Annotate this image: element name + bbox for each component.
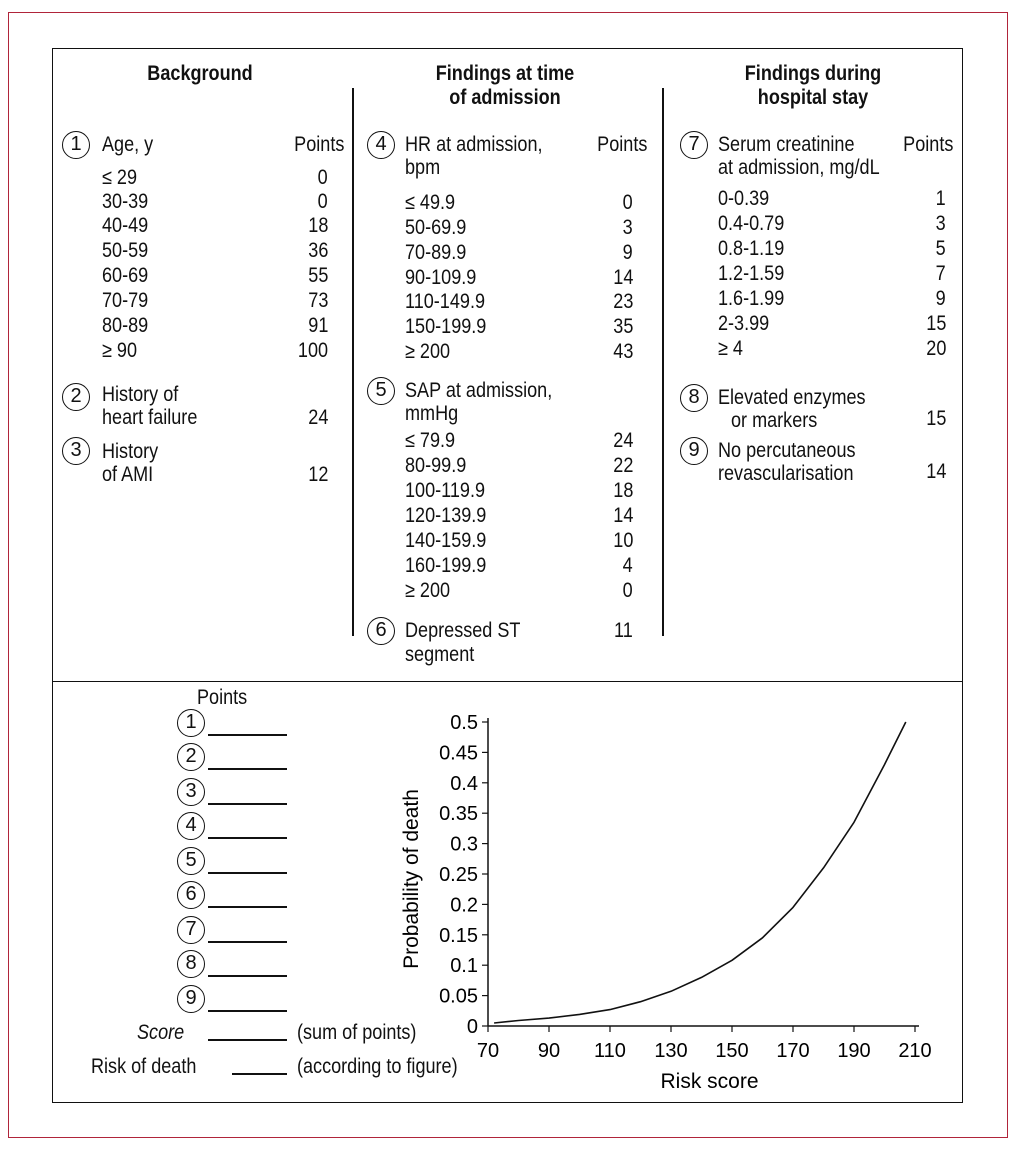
score-blank-8[interactable] [208, 975, 287, 977]
worksheet-number-3: 3 [177, 778, 205, 806]
row-points: 36 [307, 239, 328, 262]
x-tick-label: 90 [537, 1040, 561, 1062]
y-tick-label: 0.45 [439, 742, 478, 765]
item-label: HR at admission, [405, 133, 543, 156]
score-blank-9[interactable] [208, 1010, 287, 1012]
item-label: at admission, mg/dL [718, 156, 880, 179]
row-range: ≤ 29 [102, 166, 138, 189]
item-label: or markers [731, 409, 818, 432]
y-tick-label: 0.3 [450, 833, 478, 856]
row-points: 14 [612, 504, 633, 527]
item-label: segment [405, 643, 475, 666]
row-points: 18 [307, 214, 328, 237]
row-points: 3 [935, 212, 946, 235]
row-range: ≥ 200 [405, 340, 451, 363]
item-label: No percutaneous [718, 439, 856, 462]
score-blank-1[interactable] [208, 734, 287, 736]
row-range: 160-199.9 [405, 554, 487, 577]
x-axis-label: Risk score [660, 1070, 759, 1093]
row-range: 2-3.99 [718, 312, 770, 335]
x-tick-label: 110 [594, 1040, 626, 1062]
column-header-background: Background [147, 62, 253, 85]
row-range: 0-0.39 [718, 187, 770, 210]
row-range: ≥ 4 [718, 337, 743, 360]
row-range: 70-89.9 [405, 241, 467, 264]
row-points: 9 [622, 241, 633, 264]
row-points: 55 [307, 264, 328, 287]
y-tick-label: 0.1 [450, 955, 478, 978]
row-points: 9 [935, 287, 946, 310]
points-header: Points [293, 133, 344, 156]
y-tick-label: 0.5 [450, 712, 478, 734]
row-range: 30-39 [102, 190, 149, 213]
row-points: 14 [612, 266, 633, 289]
row-points: 0 [317, 190, 328, 213]
item-number-1: 1 [62, 131, 90, 159]
row-range: 140-159.9 [405, 529, 487, 552]
score-total-blank[interactable] [208, 1039, 287, 1041]
row-range: ≥ 90 [102, 339, 138, 362]
item-label: History of [102, 383, 179, 406]
row-range: 1.6-1.99 [718, 287, 785, 310]
worksheet-number-9: 9 [177, 985, 205, 1013]
row-range: 60-69 [102, 264, 149, 287]
worksheet-number-8: 8 [177, 950, 205, 978]
item-number-6: 6 [367, 617, 395, 645]
risk-blank[interactable] [232, 1073, 287, 1075]
row-points: 24 [612, 429, 633, 452]
x-tick-label: 210 [898, 1040, 932, 1062]
item-label: mmHg [405, 402, 459, 425]
row-range: ≥ 200 [405, 579, 451, 602]
column-header-admission: Findings at time of admission [435, 62, 575, 109]
row-range: 50-69.9 [405, 216, 467, 239]
item-label: heart failure [102, 406, 198, 429]
y-axis-label: Probability of death [400, 789, 423, 969]
worksheet-number-5: 5 [177, 847, 205, 875]
score-blank-3[interactable] [208, 803, 287, 805]
y-tick-label: 0.4 [450, 772, 478, 795]
row-points: 35 [612, 315, 633, 338]
row-points: 1 [935, 187, 946, 210]
item-number-3: 3 [62, 437, 90, 465]
item-number-9: 9 [680, 437, 708, 465]
item-label: Age, y [102, 133, 154, 156]
row-points: 22 [612, 454, 633, 477]
row-range: ≤ 49.9 [405, 191, 456, 214]
item-points: 12 [307, 463, 328, 486]
y-tick-label: 0.15 [439, 924, 478, 947]
row-points: 5 [935, 237, 946, 260]
row-range: 0.4-0.79 [718, 212, 785, 235]
row-points: 15 [925, 312, 946, 335]
row-range: 50-59 [102, 239, 149, 262]
row-points: 0 [622, 579, 633, 602]
row-range: 100-119.9 [405, 479, 486, 502]
y-tick-label: 0 [466, 1016, 478, 1038]
row-points: 23 [612, 290, 633, 313]
x-tick-label: 170 [776, 1040, 810, 1062]
row-range: 1.2-1.59 [718, 262, 785, 285]
row-range: 70-79 [102, 289, 149, 312]
worksheet-number-6: 6 [177, 881, 205, 909]
points-header: Points [902, 133, 953, 156]
row-points: 0 [622, 191, 633, 214]
row-range: 90-109.9 [405, 266, 477, 289]
score-note: (sum of points) [297, 1021, 417, 1044]
row-points: 73 [307, 289, 328, 312]
score-blank-4[interactable] [208, 837, 287, 839]
row-points: 91 [307, 314, 328, 337]
x-tick-label: 70 [476, 1040, 500, 1062]
item-points: 11 [614, 619, 633, 642]
item-label: SAP at admission, [405, 379, 553, 402]
row-range: 120-139.9 [405, 504, 487, 527]
x-tick-label: 190 [837, 1040, 871, 1062]
item-number-7: 7 [680, 131, 708, 159]
row-range: 110-149.9 [405, 290, 486, 313]
y-tick-label: 0.2 [450, 894, 478, 917]
worksheet-number-7: 7 [177, 916, 205, 944]
worksheet-number-4: 4 [177, 812, 205, 840]
row-points: 7 [935, 262, 946, 285]
row-range: ≤ 79.9 [405, 429, 456, 452]
row-points: 18 [612, 479, 633, 502]
score-blank-5[interactable] [208, 872, 287, 874]
column-divider [352, 88, 354, 636]
row-range: 40-49 [102, 214, 149, 237]
item-label: revascularisation [718, 462, 854, 485]
row-points: 10 [612, 529, 633, 552]
x-tick-label: 130 [654, 1040, 688, 1062]
score-blank-7[interactable] [208, 941, 287, 943]
risk-label: Risk of death [91, 1055, 197, 1078]
item-label: Elevated enzymes [718, 386, 866, 409]
item-points: 15 [925, 407, 946, 430]
y-tick-label: 0.05 [439, 985, 478, 1008]
worksheet-points-label: Points [197, 686, 248, 709]
row-range: 0.8-1.19 [718, 237, 785, 260]
row-range: 80-89 [102, 314, 149, 337]
item-label: History [102, 440, 159, 463]
item-label: Serum creatinine [718, 133, 855, 156]
row-range: 80-99.9 [405, 454, 467, 477]
item-number-4: 4 [367, 131, 395, 159]
item-label: Depressed ST [405, 619, 521, 642]
item-points: 14 [925, 460, 946, 483]
row-points: 0 [317, 166, 328, 189]
item-label: of AMI [102, 463, 154, 486]
item-number-8: 8 [680, 384, 708, 412]
row-points: 100 [297, 339, 328, 362]
column-divider [662, 88, 664, 636]
row-points: 20 [925, 337, 946, 360]
item-number-5: 5 [367, 377, 395, 405]
column-header-hospital-stay: Findings during hospital stay [744, 62, 882, 109]
worksheet-number-1: 1 [177, 709, 205, 737]
item-points: 24 [307, 406, 328, 429]
y-tick-label: 0.35 [439, 803, 478, 826]
score-blank-6[interactable] [208, 906, 287, 908]
y-tick-label: 0.25 [439, 864, 478, 886]
score-label: Score [137, 1021, 185, 1044]
row-range: 150-199.9 [405, 315, 487, 338]
risk-note: (according to figure) [297, 1055, 458, 1078]
x-tick-label: 150 [715, 1040, 749, 1062]
row-points: 4 [622, 554, 633, 577]
row-points: 43 [612, 340, 633, 363]
points-header: Points [596, 133, 647, 156]
item-label: bpm [405, 156, 441, 179]
worksheet-number-2: 2 [177, 743, 205, 771]
item-number-2: 2 [62, 383, 90, 411]
score-blank-2[interactable] [208, 768, 287, 770]
row-points: 3 [622, 216, 633, 239]
